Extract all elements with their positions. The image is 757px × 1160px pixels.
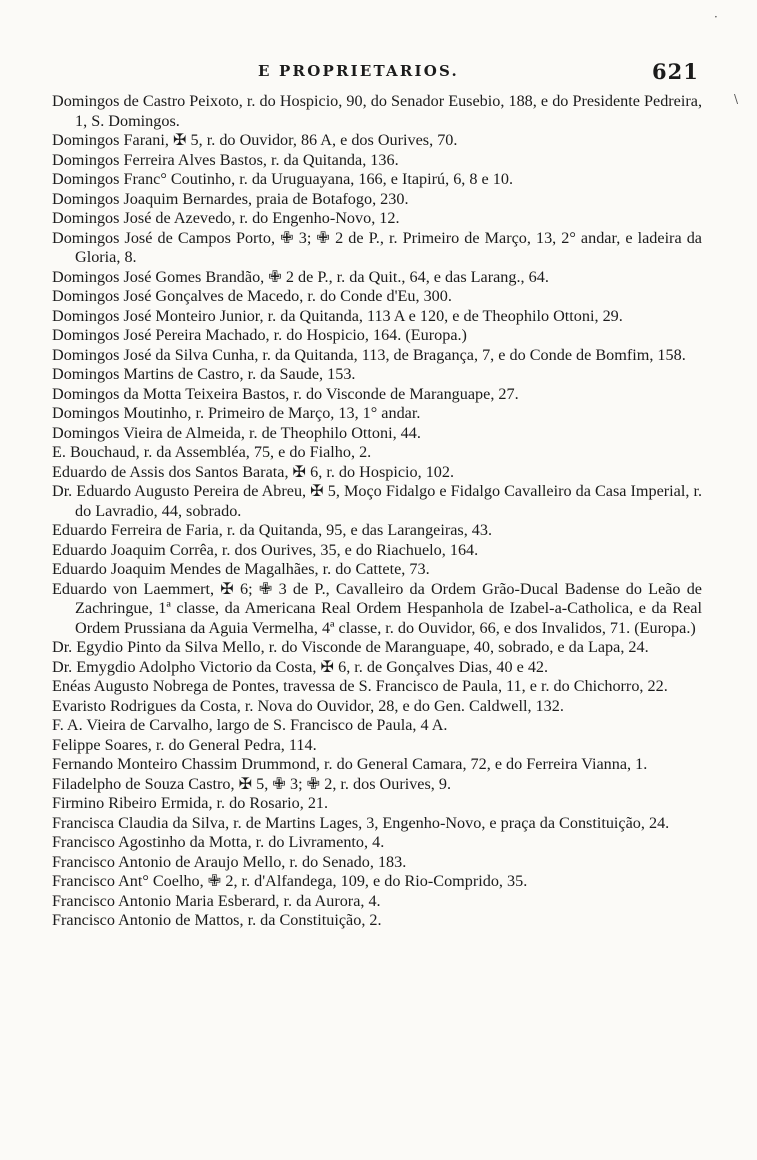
directory-entry: Domingos da Motta Teixeira Bastos, r. do Visconde de Maranguape, 27. <box>52 384 519 403</box>
directory-entry: Eduardo Ferreira de Faria, r. da Quitanda, 95, e das Larangeiras, 43. <box>52 521 493 539</box>
directory-entry: Filadelpho de Souza Castro, ✠ 5, ✙ 3; ✙ 2, r. dos Ourives, 9. <box>52 774 452 793</box>
directory-entry: Eduardo Joaquim Corrêa, r. dos Ourives, 35, e do Riachuelo, 164. <box>52 540 479 559</box>
directory-entry: Eduardo de Assis dos Santos Barata, ✠ 6, r. do Hospicio, 102. <box>52 462 455 481</box>
entry-list <box>52 92 702 931</box>
directory-entry: Dr. Egydio Pinto da Silva Mello, r. do Visconde de Maranguape, 40, sobrado, e da Lapa, 24. <box>52 638 649 656</box>
directory-entry: Domingos Joaquim Bernardes, praia de Botafogo, 230. <box>52 189 409 208</box>
directory-entry: Dr. Emygdio Adolpho Victorio da Costa, ✠ 6, r. de Gonçalves Dias, 40 e 42. <box>52 657 549 676</box>
directory-entry: Firmino Ribeiro Ermida, r. do Rosario, 21. <box>52 794 329 812</box>
directory-entry: Francisco Antonio de Mattos, r. da Constituição, 2. <box>52 911 382 929</box>
directory-entry: Francisco Ant° Coelho, ✙ 2, r. d'Alfandega, 109, e do Rio-Comprido, 35. <box>52 872 528 890</box>
directory-entry: Francisca Claudia da Silva, r. de Martins Lages, 3, Engenho-Novo, e praça da Constituição, 24. <box>52 813 670 832</box>
directory-entry: Domingos José de Azevedo, r. do Engenho-Novo, 12. <box>52 209 400 227</box>
directory-entry: Domingos José de Campos Porto, ✙ 3; ✙ 2 de P., r. Primeiro de Março, 13, 2° andar, e ladeira da Gloria, 8. <box>52 228 702 266</box>
directory-entry: Enéas Augusto Nobrega de Pontes, travessa de S. Francisco de Paula, 11, e r. do Chichorro, 22. <box>52 677 668 695</box>
directory-entry: Francisco Antonio de Araujo Mello, r. do Senado, 183. <box>52 852 407 871</box>
directory-entry: Domingos José Pereira Machado, r. do Hospicio, 164. (Europa.) <box>52 326 467 344</box>
directory-entry: Domingos Martins de Castro, r. da Saude, 153. <box>52 365 356 383</box>
directory-entry: Eduardo von Laemmert, ✠ 6; ✙ 3 de P., Cavalleiro da Ordem Grão-Ducal Badense do Leão de Zachringue, 1ª classe, da Americana Real Ordem Hespanhola de Izabel-a-Catholica, e da Real Ordem Prussiana da Aguia Vermelha, 4ª classe, r. do Ouvidor, 66, e dos Invalidos, 71. (Europa.) <box>52 579 702 637</box>
directory-entry: Domingos José Monteiro Junior, r. da Quitanda, 113 A e 120, e de Theophilo Ottoni, 29. <box>52 306 623 325</box>
directory-entry: Domingos Moutinho, r. Primeiro de Março, 13, 1° andar. <box>52 404 421 422</box>
directory-entry: Dr. Eduardo Augusto Pereira de Abreu, ✠ 5, Moço Fidalgo e Fidalgo Cavalleiro da Casa Imperial, r. do Lavradio, 44, sobrado. <box>52 482 702 520</box>
directory-entry: Domingos José da Silva Cunha, r. da Quitanda, 113, de Bragança, 7, e do Conde de Bomfim, 158. <box>52 345 686 364</box>
page-header <box>0 59 757 86</box>
directory-entry: Felippe Soares, r. do General Pedra, 114. <box>52 735 317 754</box>
directory-entry: Francisco Agostinho da Motta, r. do Livramento, 4. <box>52 833 385 851</box>
directory-entry: Domingos Ferreira Alves Bastos, r. da Quitanda, 136. <box>52 150 399 169</box>
directory-entry: Eduardo Joaquim Mendes de Magalhães, r. do Cattete, 73. <box>52 560 430 578</box>
directory-entry: Evaristo Rodrigues da Costa, r. Nova do Ouvidor, 28, e do Gen. Caldwell, 132. <box>52 696 564 715</box>
directory-entry: Domingos Franc° Coutinho, r. da Uruguayana, 166, e Itapirú, 6, 8 e 10. <box>52 170 513 188</box>
speck: · <box>714 10 718 24</box>
directory-entry: Francisco Antonio Maria Esberard, r. da Aurora, 4. <box>52 891 381 910</box>
running-title: E PROPRIETARIOS. <box>258 62 459 80</box>
directory-entry: Domingos Vieira de Almeida, r. de Theophilo Ottoni, 44. <box>52 423 421 442</box>
directory-entry: Domingos José Gomes Brandão, ✙ 2 de P., r. da Quit., 64, e das Larang., 64. <box>52 267 549 286</box>
directory-entry: Fernando Monteiro Chassim Drummond, r. do General Camara, 72, e do Ferreira Vianna, 1. <box>52 755 648 773</box>
page-number: 621 <box>652 59 699 84</box>
directory-entry: F. A. Vieira de Carvalho, largo de S. Francisco de Paula, 4 A. <box>52 716 448 734</box>
directory-entry: Domingos de Castro Peixoto, r. do Hospicio, 90, do Senador Eusebio, 188, e do Presidente Pedreira, 1, S. Domingos. <box>52 92 702 130</box>
speck: \ <box>734 92 739 106</box>
directory-entry: Domingos Farani, ✠ 5, r. do Ouvidor, 86 A, e dos Ourives, 70. <box>52 131 458 149</box>
directory-entry: Domingos José Gonçalves de Macedo, r. do Conde d'Eu, 300. <box>52 287 452 305</box>
directory-entry: E. Bouchaud, r. da Assembléa, 75, e do Fialho, 2. <box>52 443 372 461</box>
